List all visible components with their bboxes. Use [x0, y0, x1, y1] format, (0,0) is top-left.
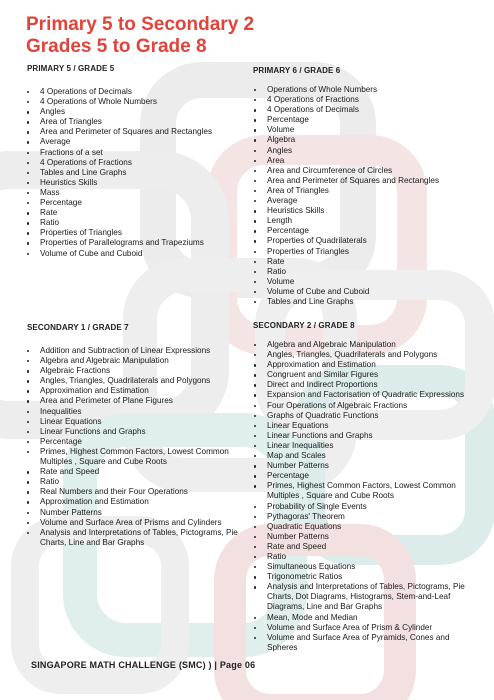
- topic-item: Inequalities: [26, 407, 240, 417]
- topic-item: Percentage: [26, 437, 240, 447]
- topic-item: Primes, Highest Common Factors, Lowest Common Multiples , Square and Cube Roots: [26, 447, 240, 467]
- topic-item: 4 Operations of Decimals: [253, 105, 468, 115]
- topic-item: Mean, Mode and Median: [253, 613, 471, 623]
- topic-item: 4 Operations of Decimals: [26, 87, 226, 97]
- topic-item: Rate and Speed: [26, 467, 240, 477]
- topic-item: Real Numbers and their Four Operations: [26, 487, 240, 497]
- topic-item: Rate: [26, 208, 226, 218]
- topic-item: Rate and Speed: [253, 542, 471, 552]
- topic-item: Approximation and Estimation: [26, 497, 240, 507]
- topic-item: Probability of Single Events: [253, 502, 471, 512]
- secondary2-topic-list: [253, 340, 471, 653]
- topic-item: Operations of Whole Numbers: [253, 85, 468, 95]
- topic-item: Heuristics Skills: [26, 178, 226, 188]
- topic-item: Pythagoras' Theorem: [253, 512, 471, 522]
- topic-item: Volume of Cube and Cuboid: [26, 249, 226, 259]
- topic-item: Heuristics Skills: [253, 206, 468, 216]
- topic-item: Tables and Line Graphs: [253, 297, 468, 307]
- topic-item: Angles, Triangles, Quadrilaterals and Polygons: [26, 376, 240, 386]
- topic-item: Linear Inequalities: [253, 441, 471, 451]
- topic-item: Area of Triangles: [253, 186, 468, 196]
- topic-item: 4 Operations of Fractions: [253, 95, 468, 105]
- topic-item: Trigonometric Ratios: [253, 572, 471, 582]
- topic-item: Volume: [253, 125, 468, 135]
- topic-item: Expansion and Factorisation of Quadratic Expressions: [253, 390, 471, 400]
- topic-item: Analysis and Interpretations of Tables, Pictograms, Pie Charts, Dot Diagrams, Histograms, Stem-and-Leaf Diagrams, Line and Bar Graphs: [253, 582, 471, 612]
- topic-item: Simultaneous Equations: [253, 562, 471, 572]
- secondary1-heading: SECONDARY 1 / GRADE 7: [27, 323, 129, 332]
- topic-item: Approximation and Estimation: [26, 386, 240, 396]
- topic-item: Linear Functions and Graphs: [26, 427, 240, 437]
- topic-item: Properties of Parallelograms and Trapeziums: [26, 238, 226, 248]
- topic-item: Direct and Indirect Proportions: [253, 380, 471, 390]
- topic-item: Ratio: [253, 267, 468, 277]
- topic-item: Angles, Triangles, Quadrilaterals and Polygons: [253, 350, 471, 360]
- topic-item: Length: [253, 216, 468, 226]
- topic-item: Number Patterns: [253, 532, 471, 542]
- topic-item: Algebra: [253, 135, 468, 145]
- topic-item: Tables and Line Graphs: [26, 168, 226, 178]
- topic-item: Quadratic Equations: [253, 522, 471, 532]
- topic-item: Ratio: [26, 477, 240, 487]
- topic-item: Percentage: [26, 198, 226, 208]
- topic-item: Number Patterns: [26, 508, 240, 518]
- topic-item: Linear Functions and Graphs: [253, 431, 471, 441]
- topic-item: Fractions of a set: [26, 148, 226, 158]
- primary5-heading: PRIMARY 5 / GRADE 5: [27, 64, 115, 73]
- topic-item: Area of Triangles: [26, 117, 226, 127]
- secondary1-topic-list: [26, 346, 240, 548]
- topic-item: Area and Circumference of Circles: [253, 166, 468, 176]
- topic-item: Average: [253, 196, 468, 206]
- topic-item: Linear Equations: [26, 417, 240, 427]
- topic-item: Algebra and Algebraic Manipulation: [253, 340, 471, 350]
- topic-item: Volume: [253, 277, 468, 287]
- topic-item: Four Operations of Algebraic Fractions: [253, 401, 471, 411]
- topic-item: Volume and Surface Area of Prism & Cylinder: [253, 623, 471, 633]
- topic-item: Properties of Triangles: [26, 228, 226, 238]
- topic-item: Mass: [26, 188, 226, 198]
- topic-item: Addition and Subtraction of Linear Expressions: [26, 346, 240, 356]
- topic-item: Angles: [26, 107, 226, 117]
- topic-item: 4 Operations of Whole Numbers: [26, 97, 226, 107]
- topic-item: Properties of Quadrilaterals: [253, 236, 468, 246]
- topic-item: Percentage: [253, 226, 468, 236]
- topic-item: Map and Scales: [253, 451, 471, 461]
- topic-item: Analysis and Interpretations of Tables, Pictograms, Pie Charts, Line and Bar Graphs: [26, 528, 240, 548]
- topic-item: Area and Perimeter of Squares and Rectangles: [253, 176, 468, 186]
- topic-item: Graphs of Quadratic Functions: [253, 411, 471, 421]
- secondary2-heading: SECONDARY 2 / GRADE 8: [253, 321, 355, 330]
- primary6-topic-list: [253, 85, 468, 307]
- primary6-heading: PRIMARY 6 / GRADE 6: [253, 66, 341, 75]
- topic-item: Average: [26, 137, 226, 147]
- topic-item: Algebra and Algebraic Manipulation: [26, 356, 240, 366]
- topic-item: Volume and Surface Area of Pyramids, Cones and Spheres: [253, 633, 471, 653]
- topic-item: Ratio: [26, 218, 226, 228]
- primary5-topic-list: [26, 87, 226, 259]
- page-title: [26, 14, 254, 58]
- topic-item: 4 Operations of Fractions: [26, 158, 226, 168]
- topic-item: Angles: [253, 146, 468, 156]
- topic-item: Area and Perimeter of Squares and Rectangles: [26, 127, 226, 137]
- topic-item: Approximation and Estimation: [253, 360, 471, 370]
- topic-item: Ratio: [253, 552, 471, 562]
- title-line-2: Grades 5 to Grade 8: [26, 36, 207, 57]
- topic-item: Congruent and Similar Figures: [253, 370, 471, 380]
- topic-item: Volume and Surface Area of Prisms and Cylinders: [26, 518, 240, 528]
- topic-item: Linear Equations: [253, 421, 471, 431]
- topic-item: Number Patterns: [253, 461, 471, 471]
- topic-item: Percentage: [253, 471, 471, 481]
- topic-item: Volume of Cube and Cuboid: [253, 287, 468, 297]
- topic-item: Area: [253, 156, 468, 166]
- page-footer: SINGAPORE MATH CHALLENGE (SMC) ) | Page 06: [31, 660, 256, 670]
- topic-item: Area and Perimeter of Plane Figures: [26, 396, 240, 406]
- topic-item: Properties of Triangles: [253, 247, 468, 257]
- topic-item: Algebraic Fractions: [26, 366, 240, 376]
- topic-item: Rate: [253, 257, 468, 267]
- title-line-1: Primary 5 to Secondary 2: [26, 14, 255, 35]
- topic-item: Primes, Highest Common Factors, Lowest Common Multiples , Square and Cube Roots: [253, 481, 471, 501]
- topic-item: Percentage: [253, 115, 468, 125]
